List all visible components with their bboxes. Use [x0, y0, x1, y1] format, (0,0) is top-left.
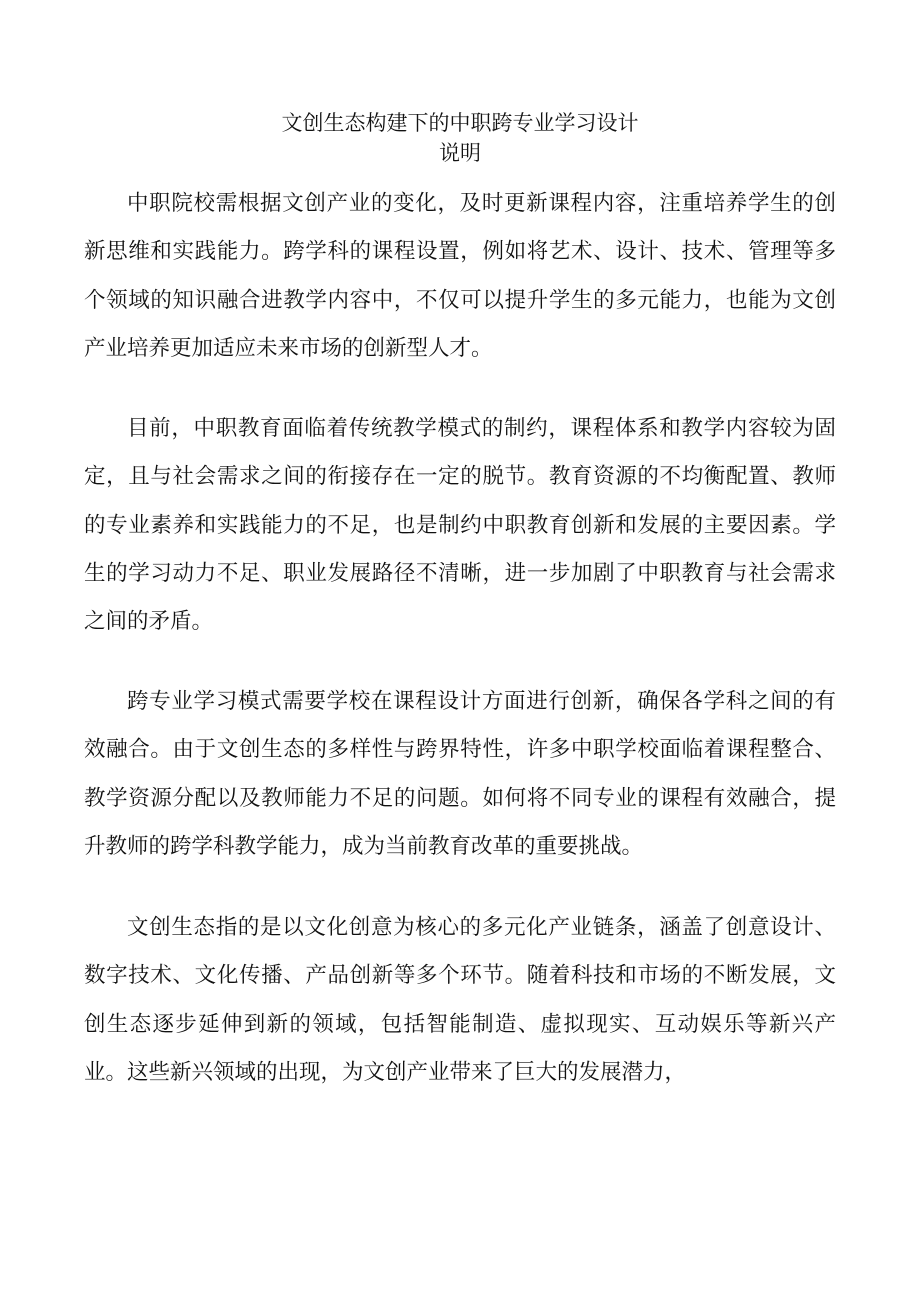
document-subtitle: 说明 [439, 141, 481, 165]
paragraph-3: 跨专业学习模式需要学校在课程设计方面进行创新，确保各学科之间的有效融合。由于文创生态的多样性与跨界特性，许多中职学校面临着课程整合、教学资源分配以及教师能力不足的问题。如何将不同专业的课程有效融合，提升教师的跨学科教学能力，成为当前教育改革的重要挑战。 [84, 689, 836, 859]
paragraph-2: 目前，中职教育面临着传统教学模式的制约，课程体系和教学内容较为固定，且与社会需求之间的衔接存在一定的脱节。教育资源的不均衡配置、教师的专业素养和实践能力的不足，也是制约中职教育创新和发展的主要因素。学生的学习动力不足、职业发展路径不清晰，进一步加剧了中职教育与社会需求之间的矛盾。 [84, 416, 836, 635]
document-title: 文创生态构建下的中职跨专业学习设计 [281, 111, 639, 135]
paragraph-1: 中职院校需根据文创产业的变化，及时更新课程内容，注重培养学生的创新思维和实践能力。跨学科的课程设置，例如将艺术、设计、技术、管理等多个领域的知识融合进教学内容中，不仅可以提升学生的多元能力，也能为文创产业培养更加适应未来市场的创新型人才。 [84, 191, 836, 361]
paragraph-4: 文创生态指的是以文化创意为核心的多元化产业链条，涵盖了创意设计、数字技术、文化传播、产品创新等多个环节。随着科技和市场的不断发展，文创生态逐步延伸到新的领域，包括智能制造、虚拟现实、互动娱乐等新兴产业。这些新兴领域的出现，为文创产业带来了巨大的发展潜力， [84, 915, 836, 1085]
